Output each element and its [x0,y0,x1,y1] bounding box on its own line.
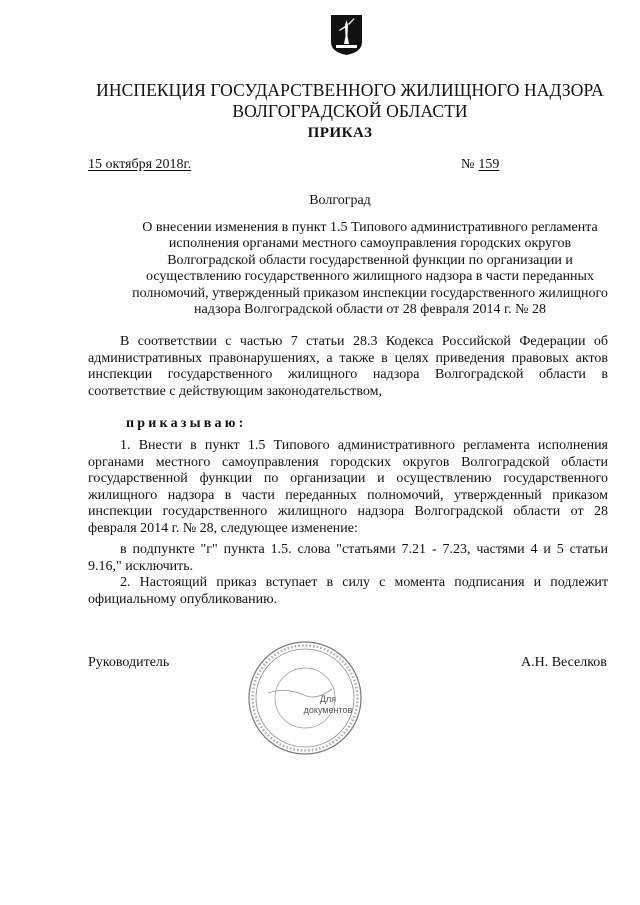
subject-line: исполнения органами местного самоуправления городских округов [168,236,572,252]
subject-line: Волгоградской области государственной функции по организации и [167,252,573,268]
order-number-value: 159 [478,157,500,172]
seal-text [300,694,356,716]
subject-line: О внесении изменения в пункт 1.5 Типового административного регламента [142,220,598,235]
order-number [461,157,499,173]
item-1-paragraph: 1. Внести в пункт 1.5 Типового административного регламента исполнения органами местного самоуправления городских округов Волгоградской области государственной функции по организации и осуществлению государственного жилищного надзора в части переданных полномочий, утвержденный приказом инспекции государственного жилищного надзора Волгоградской области от 28 февраля 2014 г. № 28, следующее изменение: [88,438,608,536]
item-2-paragraph: 2. Настоящий приказ вступает в силу с момента подписания и подлежит официальному опубликованию. [88,575,608,607]
signatory-title: Руководитель [88,655,170,670]
seal-text-line: документов [303,705,353,715]
order-subject [115,220,625,318]
order-date: 15 октября 2018г. [88,157,192,172]
city: Волгоград [309,193,371,208]
org-line-1: ИНСПЕКЦИЯ ГОСУДАРСТВЕННОГО ЖИЛИЩНОГО НАДЗОРА [96,80,604,100]
preamble-paragraph: В соответствии с частью 7 статьи 28.3 Кодекса Российской Федерации об административных правонарушениях, а также в целях приведения правовых актов инспекции государственного жилищного надзора Волгоградской области в соответствие с действующим законодательством, [88,334,608,399]
subject-line: осуществлению государственного жилищного надзора в части переданных [146,269,594,285]
org-line-2: ВОЛГОГРАДСКОЙ ОБЛАСТИ [232,101,468,121]
coat-of-arms-icon [330,14,363,56]
organization-name [60,80,640,122]
orders-word: приказываю: [126,416,247,431]
seal-text-line: Для [319,694,337,704]
subject-line: полномочий, утвержденный приказом инспекции государственного жилищного [132,285,608,301]
document-type: ПРИКАЗ [307,125,373,141]
subject-line: надзора Волгоградской области от 28 февраля 2014 г. № 28 [194,302,546,318]
item-1-change-paragraph: в подпункте "г" пункта 1.5. слова "статьями 7.21 - 7.23, частями 4 и 5 статьи 9.16," исключить. [88,542,608,574]
order-number-label: № [461,157,475,172]
signatory-name: А.Н. Веселков [521,655,607,670]
